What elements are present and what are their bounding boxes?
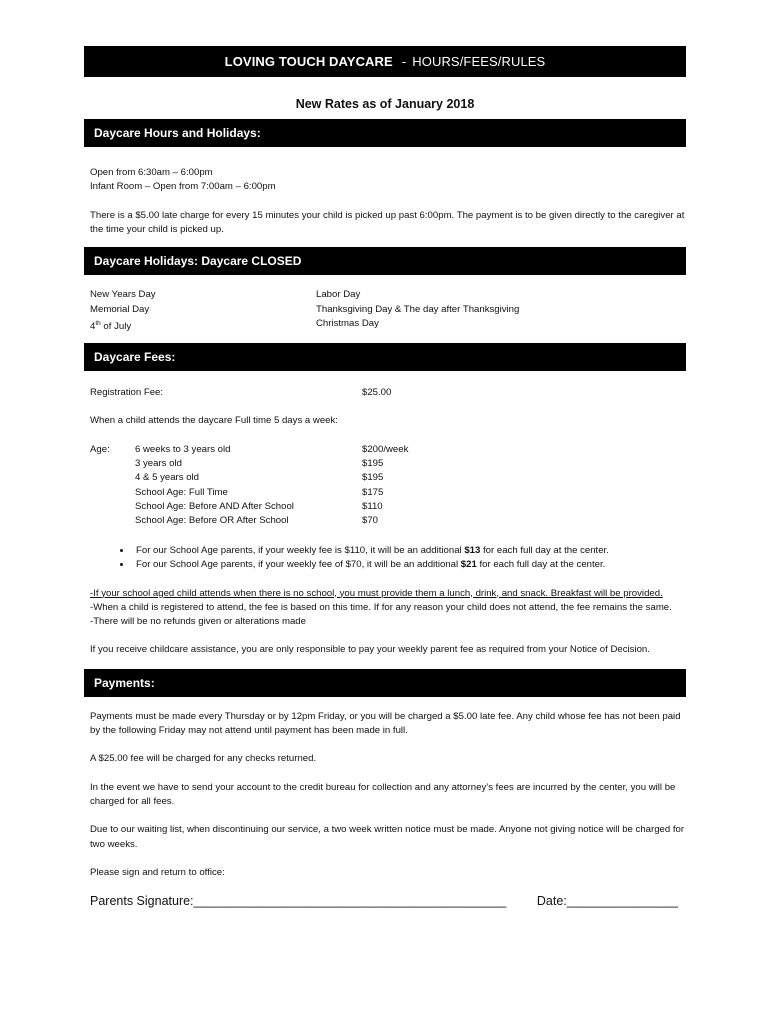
age-fee-table	[84, 443, 686, 529]
document-type: HOURS/FEES/RULES	[412, 54, 546, 69]
attendance-rule: -When a child is registered to attend, the fee is based on this time. If for any reason your child does not attend, the fee remains the same.	[90, 601, 672, 613]
notice-policy: Due to our waiting list, when discontinuing our service, a two week written notice must be made. Anyone not giving notice will be charged for two weeks.	[90, 824, 685, 850]
age-fee: $175	[362, 486, 384, 498]
age-fee: $195	[362, 458, 384, 470]
age-fee: $110	[362, 500, 383, 512]
age-item: School Age: Full Time	[135, 486, 228, 498]
age-label: Age:	[90, 443, 110, 455]
registration-fee-label: Registration Fee:	[90, 387, 164, 399]
bullet-item: • For our School Age parents, if your weekly fee is $110, it will be an additional $13 for each full day at the center.	[132, 544, 686, 559]
registration-fee-value: $25.00	[362, 387, 392, 399]
daycare-name: LOVING TOUCH DAYCARE	[224, 54, 393, 69]
payment-schedule: Payments must be made every Thursday or by 12pm Friday, or you will be charged a $5.00 late fee. Any child whose fee has not been paid by the following Friday may not attend until payment has been made in full.	[90, 710, 681, 737]
full-time-note: When a child attends the daycare Full time 5 days a week:	[90, 415, 338, 427]
holiday-item-july-4: 4th of July	[90, 320, 132, 333]
holidays-heading: Daycare Holidays: Daycare CLOSED	[84, 247, 686, 275]
document	[84, 46, 686, 908]
assistance-note: If you receive childcare assistance, you are only responsible to pay your weekly parent fee as required from your Notice of Decision.	[90, 644, 650, 656]
holiday-item: Christmas Day	[316, 318, 379, 330]
hours-infant-room: Infant Room – Open from 7:00am – 6:00pm	[90, 181, 276, 193]
holiday-item: Labor Day	[316, 289, 361, 301]
rates-note: New Rates as of January 2018	[295, 97, 475, 111]
holiday-item: Memorial Day	[90, 303, 150, 315]
age-fee: $70	[362, 515, 379, 527]
age-item: 4 & 5 years old	[135, 472, 199, 484]
sign-instruction: Please sign and return to office:	[90, 866, 225, 878]
age-item: 3 years old	[135, 458, 182, 470]
late-charge-text: There is a $5.00 late charge for every 15 minutes your child is picked up past 6:00pm. The payment is to be given directly to the caregiver at the time your child is picked up.	[90, 209, 685, 235]
age-item: 6 weeks to 3 years old	[135, 443, 231, 455]
holiday-column-right	[316, 288, 519, 335]
age-item: School Age: Before OR After School	[135, 515, 289, 527]
holiday-item: Thanksgiving Day & The day after Thanksgiving	[316, 303, 520, 315]
hours-open: Open from 6:30am – 6:00pm	[90, 167, 213, 178]
parent-signature-field[interactable]: Parents Signature:_____________________________________________	[90, 894, 507, 909]
lunch-rule: -If your school aged child attends when there is no school, you must provide them a lunch, drink, and snack. Breakfast will be provided.	[90, 587, 663, 599]
hours-heading: Daycare Hours and Holidays:	[84, 119, 686, 147]
holiday-item: New Years Day	[90, 289, 156, 301]
payments-heading: Payments:	[84, 669, 686, 697]
holiday-column-left	[90, 288, 316, 335]
returned-check-fee: A $25.00 fee will be charged for any checks returned.	[90, 753, 317, 765]
bullet-item: • For our School Age parents, if your weekly fee of $70, it will be an additional $21 for each full day at the center.	[132, 558, 686, 573]
age-labels	[135, 443, 362, 529]
collections-note: In the event we have to send your account to the credit bureau for collection and any attorney’s fees are incurred by the center, you will be charged for all fees.	[90, 781, 676, 807]
age-fee: $200/week	[362, 443, 409, 455]
title-bar	[84, 46, 686, 77]
refund-rule: -There will be no refunds given or alterations made	[90, 616, 306, 628]
fees-heading: Daycare Fees:	[84, 343, 686, 371]
age-values	[362, 443, 408, 529]
registration-fee-row	[84, 386, 686, 400]
holiday-list	[84, 288, 686, 335]
signature-row	[84, 894, 686, 908]
title-separator: -	[401, 54, 407, 69]
age-item: School Age: Before AND After School	[135, 500, 294, 512]
date-field[interactable]: Date:________________	[536, 894, 678, 909]
age-fee: $195	[362, 472, 384, 484]
school-age-bullets	[84, 544, 686, 573]
